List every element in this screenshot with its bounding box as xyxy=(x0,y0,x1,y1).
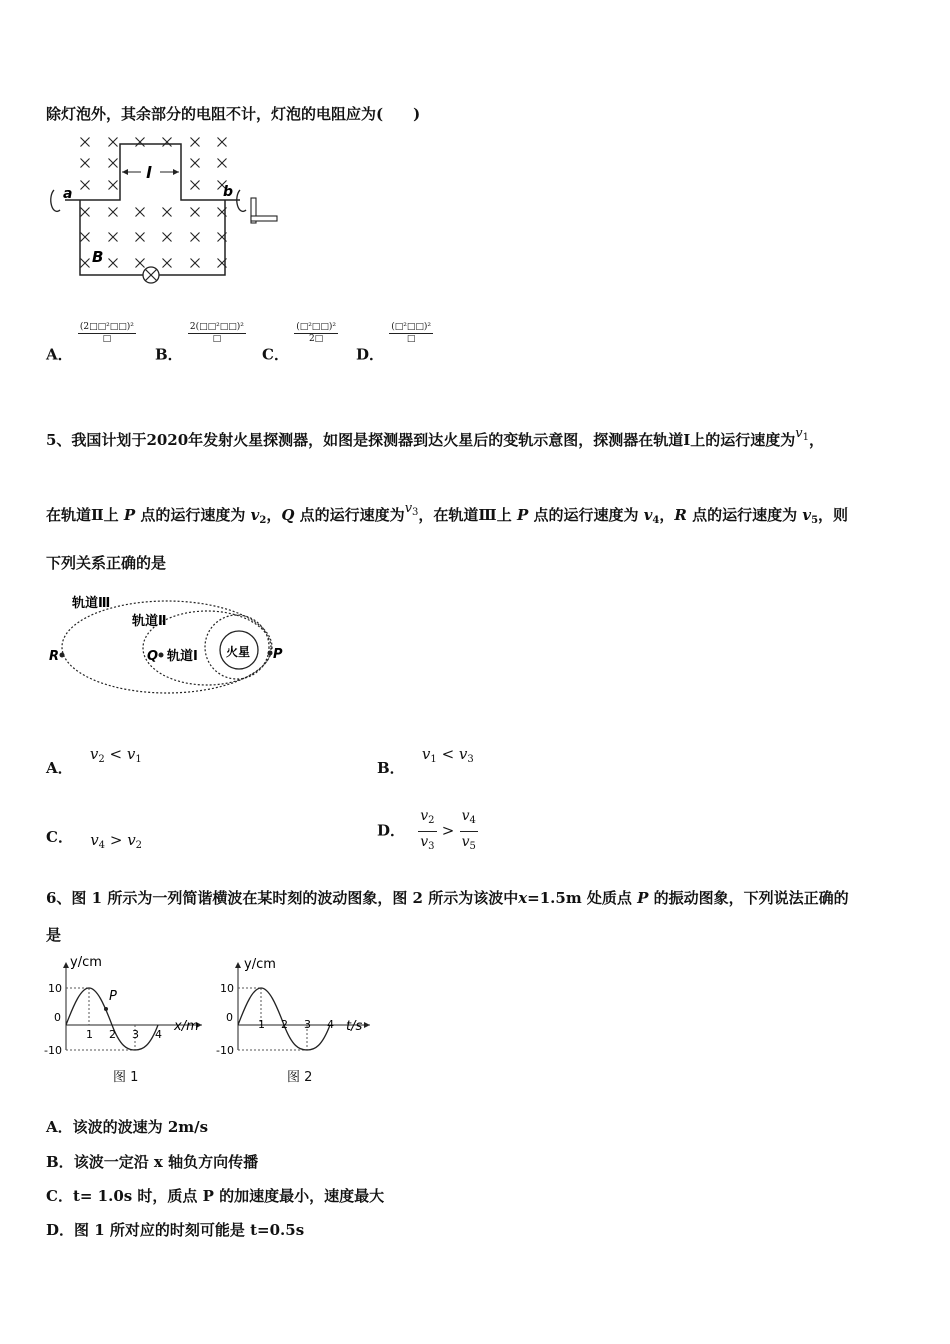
option-letter: A． xyxy=(46,345,73,364)
y-axis-label: y/cm xyxy=(244,957,276,972)
q5-line3: 下列关系正确的是 xyxy=(46,554,167,572)
label-P: P xyxy=(109,989,117,1004)
y-tick: -10 xyxy=(44,1044,62,1057)
option-expr: $v_4 > v_2$ xyxy=(90,831,143,851)
label-B: B xyxy=(92,248,104,266)
q5-v1: $v_1$ xyxy=(795,426,809,443)
bulb-icon xyxy=(143,267,159,283)
point-P xyxy=(104,1007,108,1011)
option-letter: D． xyxy=(377,821,406,840)
y-tick: 0 xyxy=(54,1011,61,1024)
q5-line1-text: 5、我国计划于2020年发射火星探测器，如图是探测器到达火星后的变轨示意图，探测器在轨道Ⅰ上的运行速度为 xyxy=(46,431,796,449)
label-P: P xyxy=(273,647,283,662)
x-tick: 4 xyxy=(155,1028,162,1041)
option-numerator: (□²□□)² xyxy=(391,322,431,332)
x-tick: 3 xyxy=(304,1018,311,1031)
option-denominator: □ xyxy=(406,334,416,344)
q5-option-d[interactable]: D． $\frac{v_2}{v_3}$ > $\frac{v_4}{v_5}$ xyxy=(377,806,478,857)
q4-option-c[interactable] xyxy=(262,322,338,365)
q6-line1: 6、图 1 所示为一列简谐横波在某时刻的波动图象，图 2 所示为该波中x=1.5m 处质点 P 的振动图象，下列说法正确的 xyxy=(46,889,849,907)
label-orbit1: 轨道Ⅰ xyxy=(167,649,198,664)
option-letter: C． xyxy=(46,828,73,846)
circuit-figure xyxy=(40,130,285,290)
label-l: l xyxy=(146,163,152,182)
x-tick: 1 xyxy=(258,1018,265,1031)
option-denominator: □ xyxy=(102,334,112,344)
q6-option-c[interactable]: C．t= 1.0s 时，质点 P 的加速度最小，速度最大 xyxy=(46,1187,385,1205)
option-letter: B． xyxy=(377,759,405,777)
q6-option-a[interactable]: A．该波的波速为 2m/s xyxy=(46,1118,209,1136)
q5-option-a[interactable] xyxy=(46,745,142,778)
y-tick: 10 xyxy=(220,982,234,995)
graph2-caption: 图 2 xyxy=(287,1070,313,1085)
fraction-v4-v5: $\frac{v_4}{v_5}$ xyxy=(461,808,476,852)
x-axis-label: t/s xyxy=(346,1019,363,1034)
point-R xyxy=(60,653,65,658)
point-Q xyxy=(159,653,164,658)
graph1-caption: 图 1 xyxy=(113,1070,139,1085)
q5-line1 xyxy=(46,426,824,450)
point-P xyxy=(268,651,273,656)
q5-line2: 在轨道Ⅱ上 P 点的运行速度为 $v_2$，Q 点的运行速度为$v_3$，在轨道Ⅲ上 P 点的运行速度为 $v_4$，R 点的运行速度为 $v_5$，则 xyxy=(46,501,849,526)
option-letter: C． xyxy=(262,345,289,364)
q5-line1-end: ， xyxy=(808,431,824,449)
q6-option-b[interactable]: B．该波一定沿 x 轴负方向传播 xyxy=(46,1153,259,1171)
label-mars: 火星 xyxy=(226,645,251,659)
x-tick: 2 xyxy=(281,1018,288,1031)
q6-line2: 是 xyxy=(46,926,62,944)
q4-option-b[interactable] xyxy=(155,322,246,365)
option-expr: $v_1 < v_3$ xyxy=(421,745,474,765)
orbit-figure xyxy=(44,590,294,705)
label-Q: Q xyxy=(147,649,159,664)
label-a: a xyxy=(63,186,73,202)
y-tick: 0 xyxy=(226,1011,233,1024)
x-axis-label: x/m xyxy=(174,1019,199,1034)
label-b: b xyxy=(223,184,234,200)
label-R: R xyxy=(49,649,60,664)
option-denominator: 2□ xyxy=(308,334,324,344)
q4-option-d[interactable] xyxy=(356,322,433,365)
x-tick: 2 xyxy=(109,1028,116,1041)
option-numerator: 2(□□²□□)² xyxy=(189,322,244,332)
x-tick: 1 xyxy=(86,1028,93,1041)
option-numerator: (2□□²□□)² xyxy=(79,322,134,332)
option-numerator: (□²□□)² xyxy=(296,322,336,332)
option-letter: A． xyxy=(46,759,73,777)
option-letter: D． xyxy=(356,345,385,364)
q5-option-c[interactable] xyxy=(46,826,142,851)
y-tick: 10 xyxy=(48,982,62,995)
y-axis-label: y/cm xyxy=(70,955,102,970)
q5-option-b[interactable] xyxy=(377,745,474,778)
option-denominator: □ xyxy=(212,334,222,344)
label-orbit2: 轨道Ⅱ xyxy=(132,614,167,629)
q5-v3: $v_3$ xyxy=(404,501,419,518)
fraction-v2-v3: $\frac{v_2}{v_3}$ xyxy=(420,808,435,852)
q4-stem: 除灯泡外，其余部分的电阻不计，灯泡的电阻应为( ) xyxy=(46,105,421,123)
q6-option-d[interactable]: D．图 1 所对应的时刻可能是 t=0.5s xyxy=(46,1221,305,1239)
option-expr: $v_2 < v_1$ xyxy=(89,745,142,765)
option-letter: B． xyxy=(155,345,183,364)
x-tick: 4 xyxy=(327,1018,334,1031)
label-orbit3: 轨道Ⅲ xyxy=(72,596,111,611)
y-tick: -10 xyxy=(216,1044,234,1057)
q4-option-a[interactable] xyxy=(46,322,136,365)
x-tick: 3 xyxy=(132,1028,139,1041)
